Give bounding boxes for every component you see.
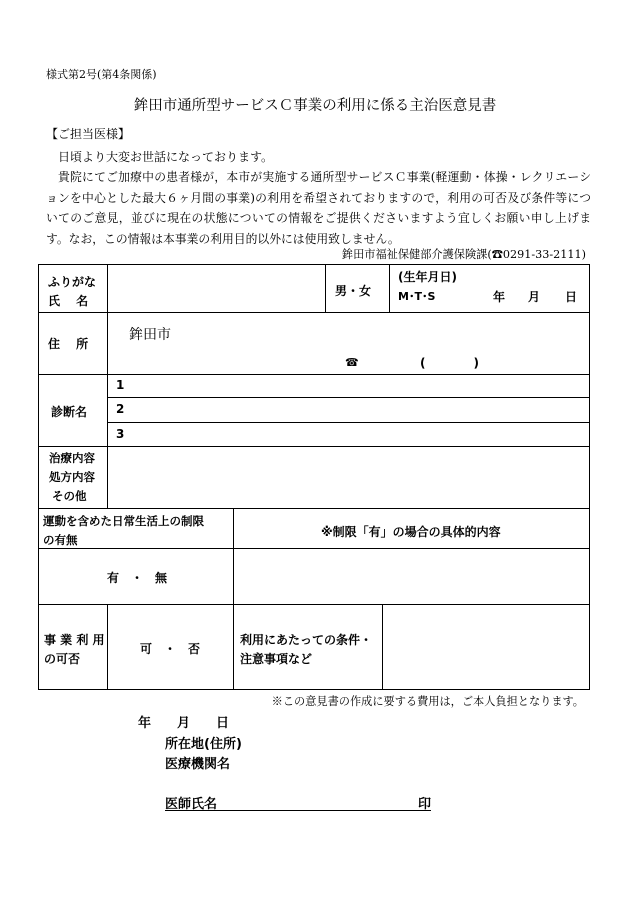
opinion-form-table: [38, 264, 590, 690]
doctor-signature-line[interactable]: [165, 793, 431, 811]
form-number: 様式第2号(第4条関係): [46, 68, 157, 81]
document-title: 鉾田市通所型サービスＣ事業の利用に係る主治医意見書: [133, 98, 497, 114]
treatment-label-line-1: 治療内容: [49, 451, 95, 465]
contact-info: 鉾田市福祉保健部介護保険課(☎0291-33-2111): [341, 248, 586, 261]
treatment-label-line-2: 処方内容: [49, 470, 95, 484]
cost-note: ※この意見書の作成に要する費用は，ご本人負担となります。: [271, 695, 584, 708]
address-label: 住 所: [48, 337, 89, 351]
diagnosis-field-3[interactable]: 3: [116, 427, 125, 441]
doctor-name-label: 医師氏名: [165, 797, 218, 812]
conditions-label-line-1: 利用にあたっての条件・: [240, 633, 373, 647]
era-options[interactable]: M･T･S: [398, 290, 436, 303]
phone-icon: ☎: [345, 356, 359, 369]
restriction-detail-field[interactable]: [234, 549, 589, 603]
restriction-choice[interactable]: 有 ・ 無: [107, 571, 168, 585]
institution-name-label: 医療機関名: [165, 757, 231, 772]
conditions-field[interactable]: [383, 605, 589, 689]
restriction-label-line-1: 運動を含めた日常生活上の制限: [43, 514, 204, 528]
diagnosis-field-1[interactable]: 1: [116, 378, 125, 392]
diagnosis-label: 診断名: [51, 405, 88, 419]
phone-field[interactable]: ( ): [420, 356, 479, 370]
seal-mark: 印: [417, 797, 431, 812]
date-line[interactable]: 年 月 日: [138, 716, 230, 731]
clinic-address-label: 所在地(住所): [165, 737, 242, 752]
treatment-field[interactable]: [108, 447, 588, 507]
birthdate-label: (生年月日): [398, 270, 457, 284]
diagnosis-field-2[interactable]: 2: [116, 402, 125, 416]
usage-choice[interactable]: 可 ・ 否: [140, 642, 201, 656]
birth-year-label: 年: [493, 290, 506, 304]
sex-options[interactable]: 男・女: [335, 284, 372, 298]
address-prefilled-city[interactable]: 鉾田市: [129, 327, 171, 343]
restriction-label-line-2: の有無: [43, 533, 78, 547]
addressee: 【ご担当医様】: [46, 127, 131, 141]
request-paragraph: 貴院にてご加療中の患者様が，本市が実施する通所型サービスＣ事業(軽運動・体操・レクリエーションを中心とした最大６ヶ月間の事業)の利用を希望されておりますので，利用の可否及び条件等についてのご意見，並びに現在の状態についての情報をご提供くださいますよう宜しくお願い申し上げます。なお，この情報は本事業の利用目的以外には使用致しません。: [46, 170, 591, 246]
furigana-label: ふりがな: [48, 275, 97, 289]
restriction-detail-header: ※制限「有」の場合の具体的内容: [321, 525, 501, 539]
name-label: 氏 名: [48, 294, 89, 308]
birth-month-label: 月: [528, 290, 541, 304]
treatment-label-line-3: その他: [52, 489, 87, 503]
birth-day-label: 日: [565, 290, 578, 304]
usage-label-line-2: の可否: [44, 652, 81, 666]
usage-label-line-1: 事 業 利 用: [44, 633, 105, 647]
name-field[interactable]: [108, 266, 324, 310]
conditions-label-line-2: 注意事項など: [240, 652, 313, 666]
greeting-text: 日頃より大変お世話になっております。: [58, 150, 274, 164]
